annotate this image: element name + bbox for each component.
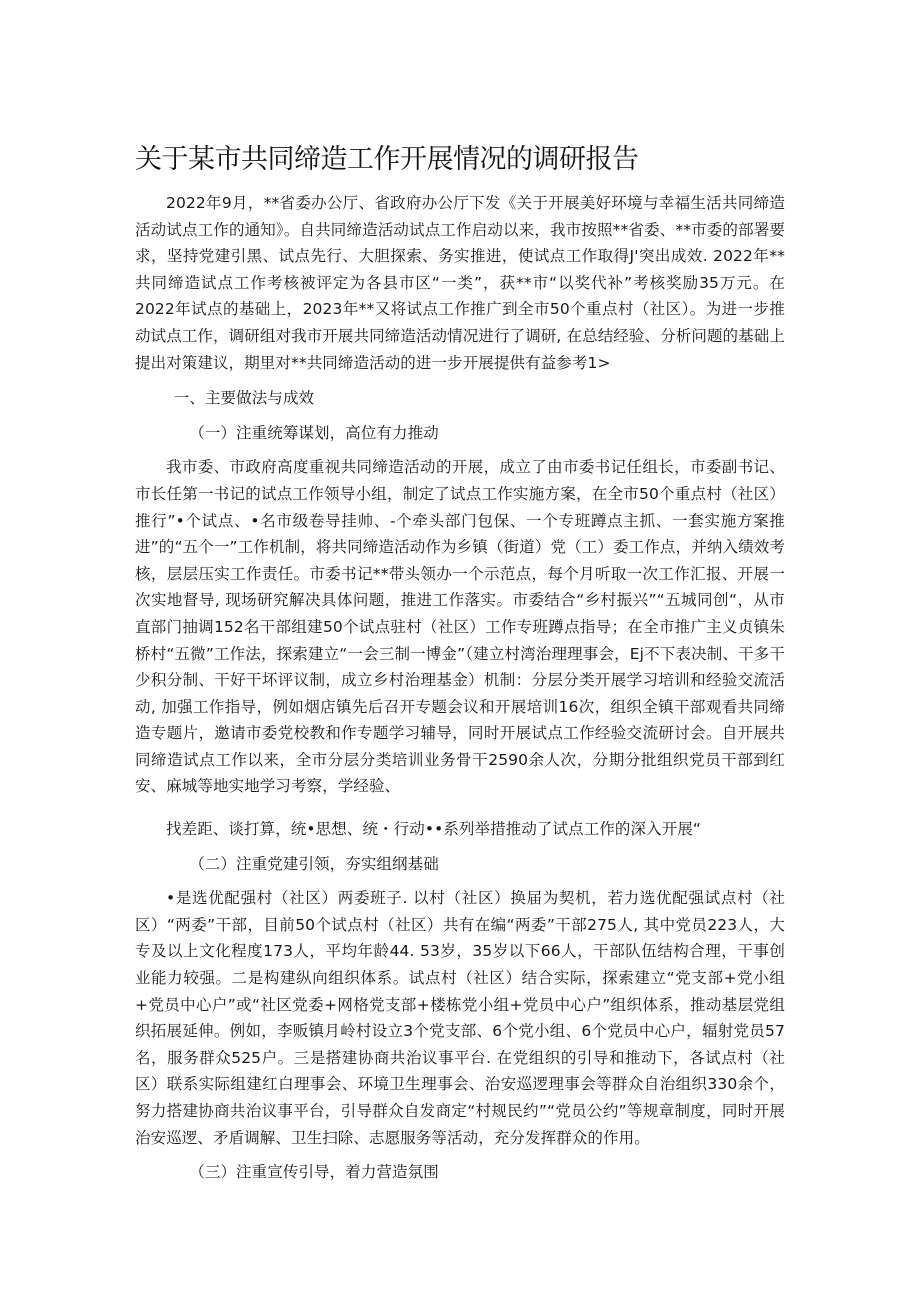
subsection-heading: （一）注重统筹谋划，高位有力推动: [189, 423, 439, 442]
intro-paragraph: 2022年9月，**省委办公厅、省政府办公厅下发《关于开展美好环境与幸福生活共同缔造活动试点工作的通知》。自共同缔造活动试点工作启动以来，我市按照**省委、**市委的部署要求，坚持党建引黑、试点先行、大胆探索、务实推进，使试点工作取得J'突出成效. 2022年**共同缔造试点工作考核被评定为各县市区“一类”，获**市“以奖代补”考核奖励35万元。在2022年试点的基础上，2023年**又将试点工作推广到全市50个重点村（社区）。为进一步推动试点工作，调研组对我市开展共同缔造活动情况进行了调研, 在总结经验、分析问题的基础上提出对策建议，期里对**共同缔造活动的进一步开展提供有益参考1>: [135, 194, 785, 372]
document-title: 关于某市共同缔造工作开展情况的调研报告: [135, 144, 639, 175]
body-paragraph: 找差距、谈打算，统•思想、统・行动••系列举措推动了试点工作的深入开展“: [166, 820, 702, 839]
body-paragraph: 我市委、市政府高度重视共同缔造活动的开展，成立了由市委书记任组长，市委副书记、市长任第一书记的试点工作领导小组，制定了试点工作实施方案，在全市50个重点村（社区）推行”•个试点、•名市级卷导挂帅、-个牵头部门包保、一个专班蹲点主抓、一套实施方案推进”的“五个一”工作机制，将共同缔造活动作为乡镇（街道）党（工）委工作点，并纳入绩效考核，层层压实工作责任。市委书记**带头领办一个示范点，每个月听取一次工作汇报、开展一次实地督导, 现场研究解决具体问题，推进工作落实。市委结合“乡村振兴”“五城同创“，从市直部门抽调152名干部组建50个试点驻村（社区）工作专班蹲点指导；在全市推广主义贞镇朱桥村“五微”工作法，探索建立“一会三制一博金”（建立村湾治理理事会，Ej不下表决制、干多干少积分制、干好干坏评议制，成立乡村治理基金）机制：分层分类开展学习培训和经验交流活动, 加强工作指导，例如烟店镇先后召开专题会议和开展培训16次，组织全镇干部观看共同缔造专题片，邀请市委党校教和作专题学习辅导，同时开展试点工作经验交流研讨会。自开展共同缔造试点工作以来，全市分层分类培训业务骨干2590余人次，分期分批组织党员干部到红安、麻城等地实地学习考察，学经验、: [135, 458, 785, 796]
document-body: [135, 190, 785, 1194]
section-heading: 一、主要做法与成效: [173, 389, 315, 408]
subsection-heading: （三）注重宣传引导，着力营造氛围: [189, 1163, 439, 1182]
body-paragraph: •是选优配强村（社区）两委班子. 以村（社区）换届为契机，若力选优配强试点村（社区）“两委”干部，目前50个试点村（社区）共有在编“两委”干部275人, 其中党员223人，大专及以上文化程度173人，平均年龄44. 53岁，35岁以下66人，干部队伍结构合理，干事创业能力较强。二是构建纵向组织体系。试点村（社区）结合实际，探索建立“党支部+党小组+党员中心户”或“社区党委+网格党支部+楼栋党小组+党员中心户”组织体系，推动基层党组织拓展延伸。例如，李贩镇月岭村设立3个党支部、6个党小组、6个党员中心户，辐射党员57名，服务群众525户。三是搭建协商共治议事平台. 在党组织的引导和推动下，各试点村（社区）联系实际组建红白理事会、环境卫生理事会、治安巡逻理事会等群众自治组织330余个，努力搭建协商共治议事平台，引导群众自发商定“村规民约”“党员公约”等规章制度，同时开展治安巡逻、矛盾调解、卫生扫除、志愿服务等活动，充分发挥群众的作用。: [135, 889, 785, 1147]
subsection-heading: （二）注重党建引领，夯实组纲基础: [189, 854, 439, 873]
